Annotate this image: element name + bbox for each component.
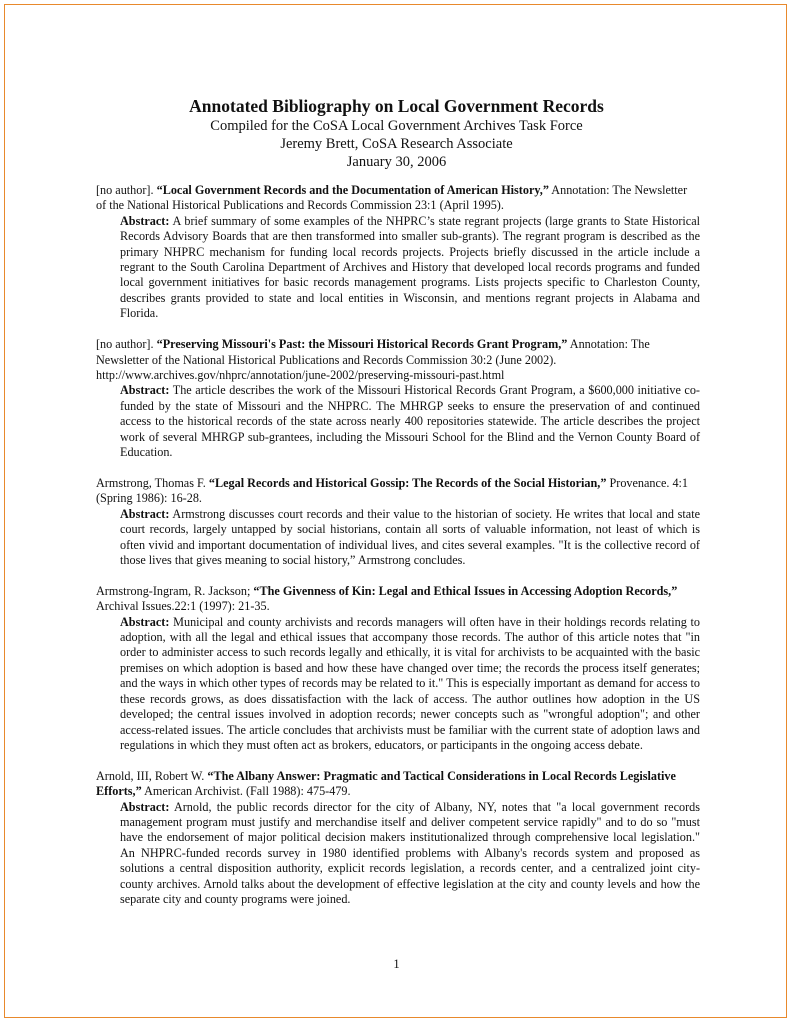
entry-url: http://www.archives.gov/nhprc/annotation/june-2002/preserving-missouri-past.html bbox=[96, 367, 505, 382]
abstract-label: Abstract: bbox=[120, 506, 170, 521]
abstract-text: The article describes the work of the Missouri Historical Records Grant Program, a $600,000 initiative co-funded by the state of Missouri and the NHPRC. The MHRGP seeks to ensure the preservation of and continued access to the historical records of the state across nearly 400 repositories statewide. The article describes the project work of several MHRGP sub-grantees, including the Missouri School for the Blind and the Vernon County Board of Education. bbox=[120, 383, 700, 459]
entry-title: “The Givenness of Kin: Legal and Ethical Issues in Accessing Adoption Records,” bbox=[253, 583, 678, 598]
entry-source: Annotation: The Newsletter of the National Historical Publications and Records Commission 23:1 (April 1995). bbox=[96, 183, 688, 213]
entry-source: Provenance. 4:1 (Spring 1986): 16-28. bbox=[96, 475, 689, 506]
citation bbox=[96, 584, 700, 615]
abstract-label: Abstract: bbox=[120, 213, 170, 228]
compiled-for-line: Compiled for the CoSA Local Government Archives Task Force bbox=[210, 118, 583, 134]
abstract bbox=[96, 800, 700, 908]
abstract bbox=[96, 615, 700, 754]
entry-title: “Legal Records and Historical Gossip: The Records of the Social Historian,” bbox=[208, 475, 607, 490]
entry-title: “The Albany Answer: Pragmatic and Tactical Considerations in Local Records Legislative Efforts,” bbox=[96, 768, 676, 799]
abstract-text: Armstrong discusses court records and their value to the historian of society. He writes that local and state court records, largely untapped by social historians, contain all sorts of valuable information, not least of which is often vivid and important documentation of individual lives, and cites several examples. "It is the collective record of those lives that gives meaning to social history,” Armstrong concludes. bbox=[120, 506, 700, 567]
citation bbox=[96, 769, 700, 800]
entry-source: Annotation: The Newsletter of the National Historical Publications and Records Commission 30:2 (June 2002). bbox=[96, 337, 650, 367]
citation bbox=[96, 476, 700, 507]
entry-source: Archival Issues.22:1 (1997): 21-35. bbox=[96, 599, 270, 614]
bibliography-entry bbox=[96, 476, 700, 568]
bibliography-entry bbox=[96, 337, 700, 460]
entry-title: “Preserving Missouri's Past: the Missouri Historical Records Grant Program,” bbox=[156, 337, 568, 352]
entry-author: [no author]. bbox=[96, 337, 157, 352]
page-number: 1 bbox=[393, 957, 400, 971]
abstract-label: Abstract: bbox=[120, 799, 170, 814]
entry-author: [no author]. bbox=[96, 183, 157, 197]
document-header bbox=[0, 96, 793, 171]
bibliography-list bbox=[96, 183, 700, 923]
entry-author: Arnold, III, Robert W. bbox=[96, 768, 208, 783]
abstract-text: A brief summary of some examples of the NHPRC’s state regrant projects (large grants to State Historical Records Advisory Boards that are then transformed into smaller sub-grants). The regrant program is described as the primary NHPRC mechanism for funding local records projects. Projects briefly discussed in the article include a regrant to the South Carolina Department of Archives and History that developed local records programs and funded local government initiatives for basic records management programs. Lists projects specific to Charleston County, describes grants provided to state and local entities in Wisconsin, and mentions regrant projects in Alabama and Florida. bbox=[120, 213, 700, 321]
citation bbox=[96, 183, 700, 214]
date-line: January 30, 2006 bbox=[346, 154, 447, 170]
abstract bbox=[96, 507, 700, 569]
entry-author: Armstrong, Thomas F. bbox=[96, 475, 209, 490]
entry-source: American Archivist. (Fall 1988): 475-479. bbox=[141, 784, 351, 799]
document-title: Annotated Bibliography on Local Government Records bbox=[189, 96, 604, 116]
bibliography-entry bbox=[96, 769, 700, 908]
entry-title: “Local Government Records and the Documentation of American History,” bbox=[156, 183, 549, 197]
bibliography-entry bbox=[96, 183, 700, 322]
citation bbox=[96, 337, 700, 368]
abstract-text: Arnold, the public records director for the city of Albany, NY, notes that "a local government records management program must justify and merchandise itself and deliver competent service rapidly" and to do so "must have the endorsement of major political decision makers institutionalized through comprehensive local legislation." An NHPRC-funded records survey in 1980 identified problems with Albany's records system and proposed as solutions a central disposition authority, explicit records legislation, a records center, and a centralized joint city-county archives. Arnold talks about the development of effective legislation at the city and county levels and how the separate city and county programs were joined. bbox=[120, 799, 700, 907]
abstract-label: Abstract: bbox=[120, 383, 170, 398]
abstract bbox=[96, 214, 700, 322]
abstract bbox=[96, 383, 700, 460]
author-line: Jeremy Brett, CoSA Research Associate bbox=[280, 136, 513, 152]
abstract-text: Municipal and county archivists and records managers will often have in their holdings records relating to adoption, with all the legal and ethical issues that accompany those records. The author of this article notes that "in order to administer access to such records legally and ethically, it is vital for archivists to be acquainted with the basic premises on which adoption is based and how these have changed over time; the records the process itself generates; and the ways in which other types of records may be related to it." This is especially important as demand for access to these records grows, as does dissatisfaction with the lack of access. The author outlines how adoption in the US developed; the central issues involved in adoption records; newer concepts such as "wrongful adoption"; and other access-related issues. The article concludes that archivists must be familiar with the current state of adoption laws and regulations in which they must often act as brokers, educators, or participants in the ongoing access debate. bbox=[120, 614, 700, 752]
entry-author: Armstrong-Ingram, R. Jackson; bbox=[96, 583, 254, 598]
bibliography-entry bbox=[96, 584, 700, 753]
abstract-label: Abstract: bbox=[120, 614, 170, 629]
